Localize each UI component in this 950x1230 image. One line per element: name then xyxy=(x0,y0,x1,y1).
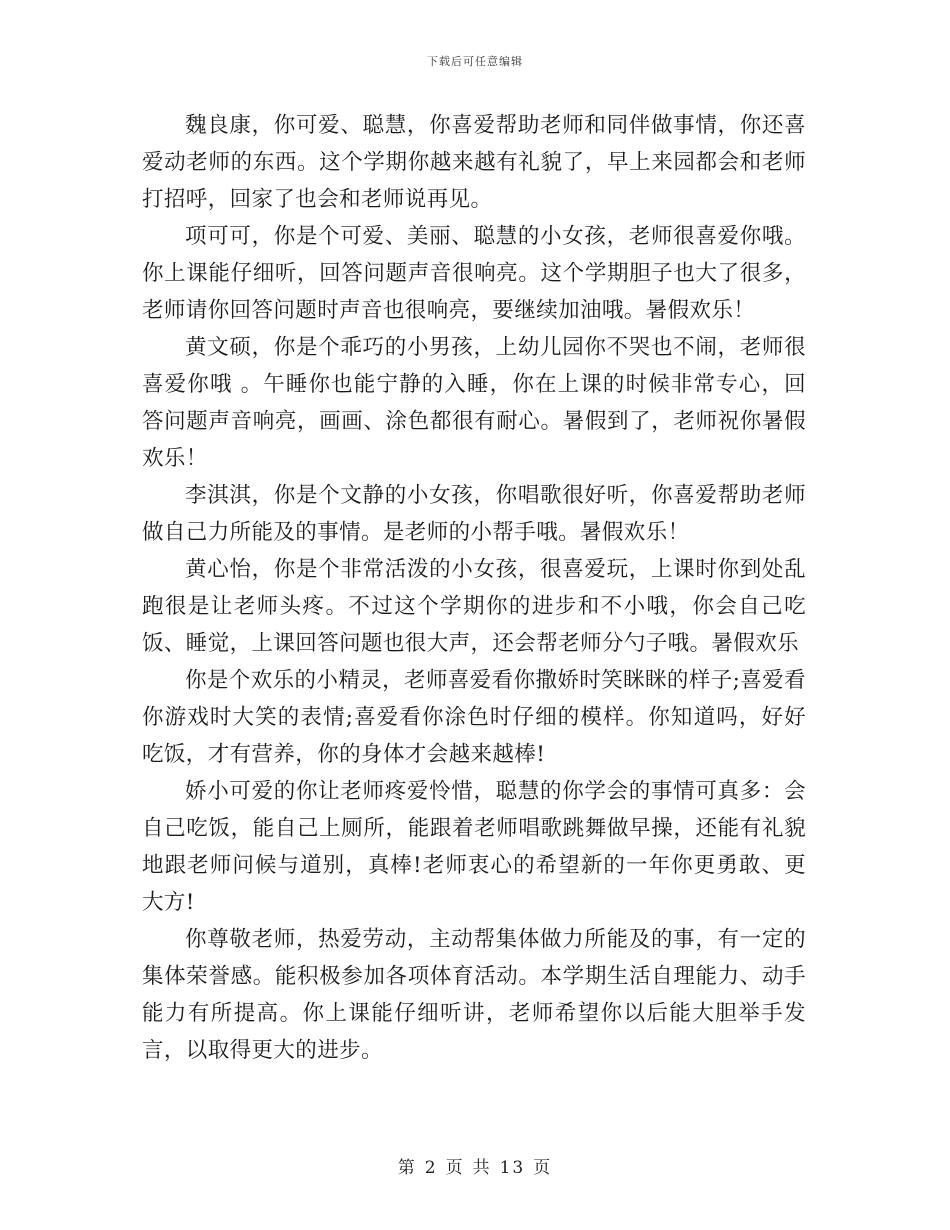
footer-total-label: 页 xyxy=(533,1158,553,1178)
page-footer xyxy=(0,1153,950,1178)
paragraph: 娇小可爱的你让老师疼爱怜惜，聪慧的你学会的事情可真多：会自己吃饭，能自己上厕所，能跟着老师唱歌跳舞做早操，还能有礼貌地跟老师问候与道别，真棒!老师衷心的希望新的一年你更勇敢、更大方! xyxy=(142,779,806,915)
paragraph: 项可可，你是个可爱、美丽、聪慧的小女孩，老师很喜爱你哦。你上课能仔细听，回答问题声音很响亮。这个学期胆子也大了很多，老师请你回答问题时声音也很响亮，要继续加油哦。暑假欢乐！ xyxy=(142,224,806,323)
footer-prefix: 第 xyxy=(397,1158,417,1178)
total-page-count: 13 xyxy=(499,1158,526,1178)
paragraph: 魏良康，你可爱、聪慧，你喜爱帮助老师和同伴做事情，你还喜爱动老师的东西。这个学期你越来越有礼貌了，早上来园都会和老师打招呼，回家了也会和老师说再见。 xyxy=(142,113,806,212)
paragraph: 李淇淇，你是个文静的小女孩，你唱歌很好听，你喜爱帮助老师做自己力所能及的事情。是老师的小帮手哦。暑假欢乐！ xyxy=(142,483,806,545)
footer-total-prefix: 共 xyxy=(472,1158,492,1178)
paragraph: 你是个欢乐的小精灵，老师喜爱看你撒娇时笑眯眯的样子;喜爱看你游戏时大笑的表情;喜爱看你涂色时仔细的模样。你知道吗，好好吃饭，才有营养，你的身体才会越来越棒! xyxy=(142,668,806,767)
paragraph: 你尊敬老师，热爱劳动，主动帮集体做力所能及的事，有一定的集体荣誉感。能积极参加各项体育活动。本学期生活自理能力、动手能力有所提高。你上课能仔细听讲，老师希望你以后能大胆举手发言，以取得更大的进步。 xyxy=(142,927,806,1063)
paragraph: 黄心怡，你是个非常活泼的小女孩，很喜爱玩，上课时你到处乱跑很是让老师头疼。不过这个学期你的进步和不小哦，你会自己吃饭、睡觉，上课回答问题也很大声，还会帮老师分勺子哦。暑假欢乐 xyxy=(142,557,806,656)
page-header: 下载后可任意编辑 xyxy=(427,55,523,68)
document-body xyxy=(142,107,806,1069)
current-page-number: 2 xyxy=(424,1158,438,1178)
paragraph: 黄文硕，你是个乖巧的小男孩，上幼儿园你不哭也不闹，老师很喜爱你哦 。午睡你也能宁静的入睡，你在上课的时候非常专心，回答问题声音响亮，画画、涂色都很有耐心。暑假到了，老师祝你暑假欢乐！ xyxy=(142,335,806,471)
footer-page-label: 页 xyxy=(445,1158,465,1178)
